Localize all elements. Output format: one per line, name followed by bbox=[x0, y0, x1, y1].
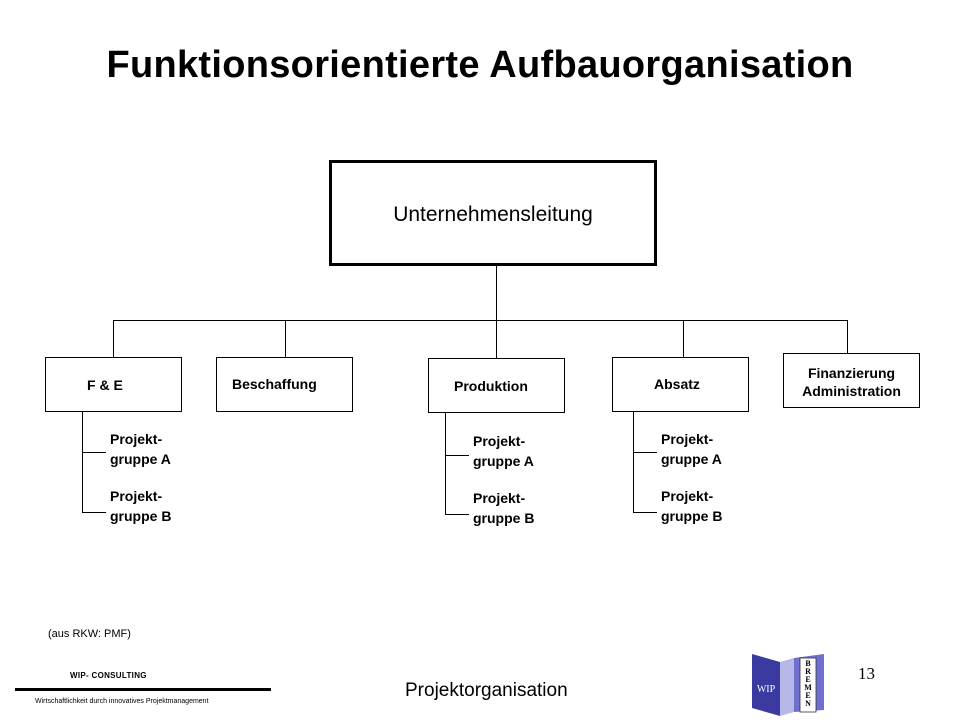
connector-horizontal-bus bbox=[113, 320, 848, 321]
org-node-finanzierung bbox=[783, 353, 920, 408]
logo-letter-6: N bbox=[805, 699, 811, 708]
bracket-absatz-tick-a bbox=[633, 452, 657, 453]
project-group-absatz-a: Projekt- gruppe A bbox=[661, 431, 722, 467]
company-name: WIP- CONSULTING bbox=[70, 671, 147, 680]
bracket-absatz-tick-b bbox=[633, 512, 657, 513]
connector-drop-finanzierung bbox=[847, 320, 848, 353]
source-note: (aus RKW: PMF) bbox=[48, 628, 131, 640]
bracket-produktion-tick-b bbox=[445, 514, 469, 515]
connector-drop-produktion bbox=[496, 320, 497, 358]
logo-letter-4: M bbox=[804, 683, 812, 692]
project-group-produktion-a: Projekt- gruppe A bbox=[473, 433, 534, 469]
connector-drop-beschaffung bbox=[285, 320, 286, 357]
org-node-produktion-label: Produktion bbox=[454, 378, 528, 394]
bracket-fe-tick-a bbox=[82, 452, 106, 453]
project-group-fe-a: Projekt- gruppe A bbox=[110, 431, 171, 467]
company-divider bbox=[15, 688, 271, 691]
bracket-produktion-vertical bbox=[445, 413, 446, 514]
footer-section-title: Projektorganisation bbox=[405, 680, 568, 701]
bracket-fe-vertical bbox=[82, 412, 83, 512]
org-node-produktion bbox=[428, 358, 565, 413]
company-tagline: Wirtschaftlichkeit durch innovatives Projektmanagement bbox=[35, 698, 209, 705]
org-node-absatz bbox=[612, 357, 749, 412]
connector-drop-fe bbox=[113, 320, 114, 357]
connector-drop-absatz bbox=[683, 320, 684, 357]
org-node-beschaffung-label: Beschaffung bbox=[232, 376, 317, 392]
page-title: Funktionsorientierte Aufbauorganisation bbox=[106, 44, 854, 86]
project-group-produktion-b: Projekt- gruppe B bbox=[473, 490, 535, 526]
project-group-absatz-b: Projekt- gruppe B bbox=[661, 488, 723, 524]
org-node-finanzierung-label: Finanzierung Administration bbox=[802, 365, 901, 399]
logo-letter-2: R bbox=[805, 667, 811, 676]
bracket-fe-tick-b bbox=[82, 512, 106, 513]
logo-wip-text: WIP bbox=[756, 684, 776, 695]
org-node-fe bbox=[45, 357, 182, 412]
org-node-beschaffung bbox=[216, 357, 353, 412]
logo-letter-1: B bbox=[805, 659, 811, 668]
project-group-fe-b: Projekt- gruppe B bbox=[110, 488, 172, 524]
connector-root-stem bbox=[496, 266, 497, 320]
logo-panel-mid bbox=[780, 658, 794, 716]
wip-bremen-logo bbox=[748, 652, 830, 718]
page-number: 13 bbox=[858, 664, 875, 683]
org-node-root-label: Unternehmensleitung bbox=[393, 203, 593, 226]
logo-letter-5: E bbox=[805, 691, 811, 700]
bracket-produktion-tick-a bbox=[445, 455, 469, 456]
logo-letter-3: E bbox=[805, 675, 811, 684]
org-node-absatz-label: Absatz bbox=[654, 376, 700, 392]
bracket-absatz-vertical bbox=[633, 412, 634, 512]
org-node-fe-label: F & E bbox=[87, 377, 123, 393]
org-node-root bbox=[329, 160, 657, 266]
